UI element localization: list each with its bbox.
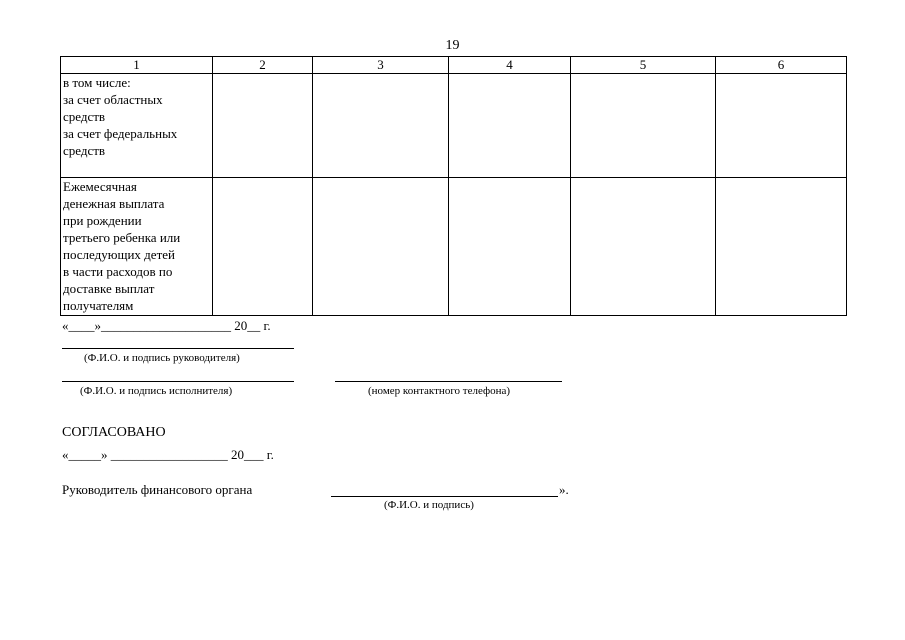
data-table [60, 56, 847, 316]
head-signature-caption: (Ф.И.О. и подпись руководителя) [84, 352, 240, 364]
column-header-3: 3 [313, 57, 449, 74]
executor-signature-caption: (Ф.И.О. и подпись исполнителя) [80, 385, 233, 397]
table-cell[interactable] [313, 74, 449, 178]
table-cell[interactable] [571, 74, 716, 178]
table-row [61, 178, 847, 316]
column-header-2: 2 [213, 57, 313, 74]
phone-caption: (номер контактного телефона) [368, 385, 511, 397]
column-header-1: 1 [61, 57, 213, 74]
executor-signature-line[interactable] [62, 381, 294, 382]
table-cell[interactable] [716, 74, 847, 178]
head-signature-line[interactable] [62, 348, 294, 349]
approval-date-line[interactable]: «_____» __________________ 20___ г. [62, 447, 274, 462]
approval-title: СОГЛАСОВАНО [62, 425, 166, 440]
table-cell[interactable] [571, 178, 716, 316]
table-row [61, 74, 847, 178]
finance-head-label: Руководитель финансового органа [62, 482, 253, 497]
column-header-6: 6 [716, 57, 847, 74]
finance-line-end: ». [559, 482, 569, 497]
phone-line[interactable] [335, 381, 562, 382]
table-cell[interactable] [313, 178, 449, 316]
date-line[interactable]: «____»____________________ 20__ г. [62, 318, 271, 333]
row-label-monthly-payment: Ежемесячная денежная выплата при рождении третьего ребенка или последующих детей в части расходов по доставке выплат получателям [61, 178, 213, 316]
finance-signature-caption: (Ф.И.О. и подпись) [384, 499, 474, 511]
finance-signature-line[interactable] [331, 496, 558, 497]
table-cell[interactable] [213, 178, 313, 316]
row-label-including: в том числе: за счет областных средств за счет федеральных средств [61, 74, 213, 178]
table-cell[interactable] [449, 74, 571, 178]
table-cell[interactable] [449, 178, 571, 316]
column-header-5: 5 [571, 57, 716, 74]
column-header-4: 4 [449, 57, 571, 74]
page-number: 19 [445, 38, 460, 53]
table-cell[interactable] [213, 74, 313, 178]
table-cell[interactable] [716, 178, 847, 316]
table-header-row [61, 57, 847, 74]
